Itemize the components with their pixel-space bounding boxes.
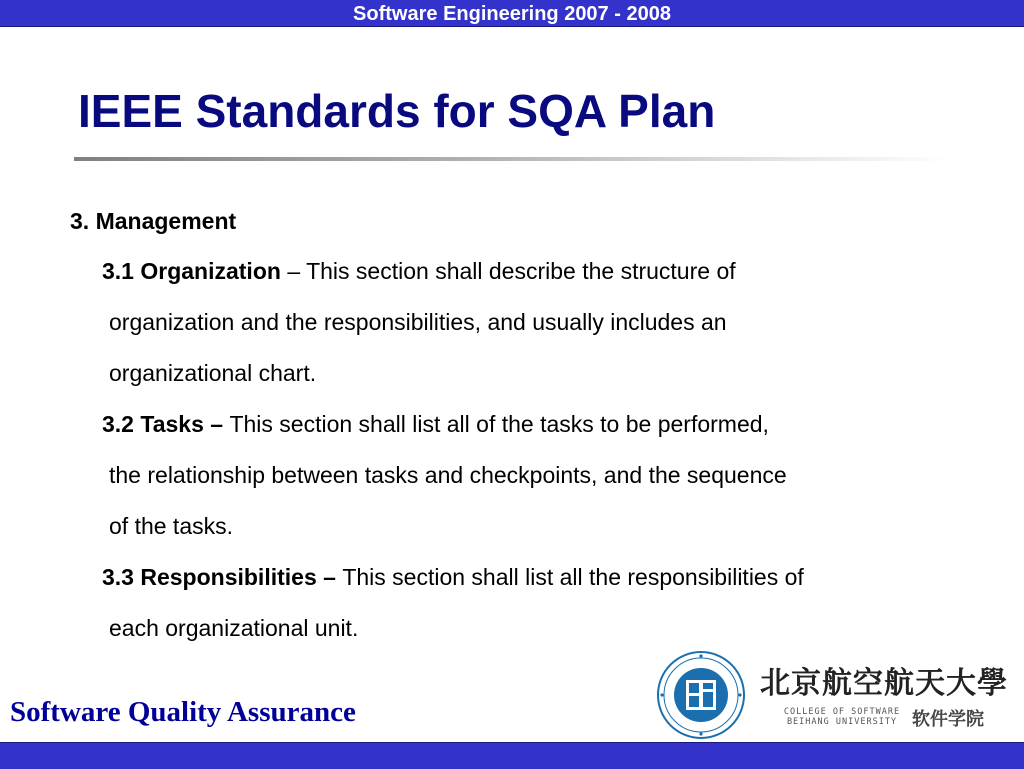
course-header-text: Software Engineering 2007 - 2008 <box>353 3 671 25</box>
footer-course-title: Software Quality Assurance <box>10 696 356 728</box>
item-text: of the tasks. <box>109 513 234 539</box>
item-label: 3.3 Responsibilities – <box>102 564 343 590</box>
item-text: This section shall list all the responsibilities of <box>342 564 804 590</box>
title-underline <box>74 157 950 161</box>
item-organization <box>70 246 990 399</box>
item-text: organization and the responsibilities, and usually includes an <box>109 309 727 335</box>
college-name-en: COLLEGE OF SOFTWARE BEIHANG UNIVERSITY <box>783 707 901 727</box>
item-text: This section shall list all of the tasks to be performed, <box>229 411 769 437</box>
item-text: the relationship between tasks and checkpoints, and the sequence <box>109 462 787 488</box>
slide-title: IEEE Standards for SQA Plan <box>78 85 716 137</box>
header-bar <box>0 0 1024 27</box>
item-tasks <box>70 399 990 552</box>
slide-content <box>70 202 990 654</box>
item-label: 3.1 Organization <box>102 258 281 284</box>
item-text: organizational chart. <box>109 360 317 386</box>
university-seal-icon <box>656 650 746 740</box>
item-text: This section shall describe the structure of <box>306 258 736 284</box>
item-text: each organizational unit. <box>109 615 359 641</box>
item-label: 3.2 Tasks – <box>102 411 230 437</box>
item-responsibilities <box>70 552 990 654</box>
item-separator: – <box>280 258 307 284</box>
section-heading: 3. Management <box>70 208 237 234</box>
college-name-cn: 软件学院 <box>912 709 984 730</box>
university-name-cn: 北京航空航天大學 <box>760 666 1008 701</box>
footer-bar <box>0 742 1024 769</box>
